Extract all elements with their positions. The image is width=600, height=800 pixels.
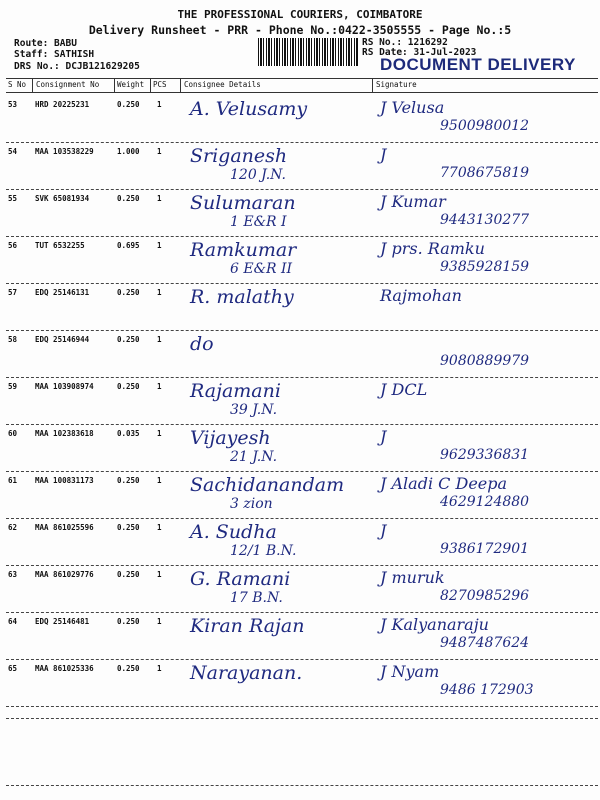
footer-rule — [6, 718, 598, 719]
consignee-name: Kiran Rajan — [190, 615, 305, 637]
consignee-name: A. Velusamy — [190, 98, 308, 120]
column-divider — [372, 78, 373, 92]
receiver-phone: 4629124880 — [440, 494, 530, 510]
receiver-phone: 9487487624 — [440, 635, 530, 651]
consignee-address: 21 J.N. — [230, 449, 278, 465]
weight-value: 0.250 — [117, 194, 140, 203]
consignee-address: 120 J.N. — [230, 167, 286, 183]
serial-number: 61 — [8, 476, 18, 485]
header-top-rule — [6, 78, 598, 79]
pcs-value: 1 — [157, 382, 162, 391]
table-row — [0, 425, 600, 473]
consignee-name: Sachidanandam — [190, 474, 345, 496]
signature-text: Rajmohan — [380, 286, 462, 305]
weight-value: 0.250 — [117, 335, 140, 344]
signature-text: J — [380, 427, 387, 446]
col-header-consignee: Consignee Details — [184, 80, 261, 89]
signature-text: J — [380, 145, 387, 164]
consignment-number: EDQ 25146131 — [35, 288, 90, 297]
consignment-number: MAA 103538229 — [35, 147, 94, 156]
document-delivery-stamp: DOCUMENT DELIVERY — [380, 55, 576, 74]
serial-number: 62 — [8, 523, 18, 532]
consignment-number: EDQ 25146944 — [35, 335, 90, 344]
pcs-value: 1 — [157, 100, 162, 109]
runsheet-subtitle: Delivery Runsheet - PRR - Phone No.:0422-3505555 - Page No.:5 — [88, 23, 512, 37]
table-row — [0, 519, 600, 567]
signature-text: J Velusa — [380, 98, 445, 117]
signature-text: J Kalyanaraju — [380, 615, 489, 634]
pcs-value: 1 — [157, 523, 162, 532]
column-divider — [32, 78, 33, 92]
signature-text: J Kumar — [380, 192, 446, 211]
barcode-image — [258, 38, 358, 66]
pcs-value: 1 — [157, 664, 162, 673]
pcs-value: 1 — [157, 147, 162, 156]
receiver-phone: 9486 172903 — [440, 682, 534, 698]
table-row — [0, 613, 600, 661]
col-header-weight: Weight — [117, 80, 145, 89]
serial-number: 65 — [8, 664, 18, 673]
table-row — [0, 378, 600, 426]
table-row — [0, 284, 600, 332]
weight-value: 0.035 — [117, 429, 140, 438]
weight-value: 0.250 — [117, 288, 140, 297]
col-header-signature: Signature — [376, 80, 417, 89]
consignee-name: Vijayesh — [190, 427, 271, 449]
pcs-value: 1 — [157, 429, 162, 438]
serial-number: 58 — [8, 335, 18, 344]
staff-label: Staff: SATHISH — [14, 49, 95, 60]
table-row — [0, 237, 600, 285]
consignee-address: 17 B.N. — [230, 590, 283, 606]
table-row — [0, 660, 600, 708]
serial-number: 59 — [8, 382, 18, 391]
consignment-number: MAA 861025336 — [35, 664, 94, 673]
table-row — [0, 331, 600, 379]
receiver-phone: 8270985296 — [440, 588, 530, 604]
weight-value: 0.695 — [117, 241, 140, 250]
consignee-address: 12/1 B.N. — [230, 543, 297, 559]
consignment-number: HRD 20225231 — [35, 100, 90, 109]
consignment-number: MAA 103908974 — [35, 382, 94, 391]
consignment-number: SVK 65081934 — [35, 194, 90, 203]
consignment-number: MAA 102383618 — [35, 429, 94, 438]
pcs-value: 1 — [157, 335, 162, 344]
company-title: THE PROFESSIONAL COURIERS, COIMBATORE — [177, 8, 423, 21]
table-row — [0, 472, 600, 520]
pcs-value: 1 — [157, 194, 162, 203]
serial-number: 64 — [8, 617, 18, 626]
weight-value: 0.250 — [117, 664, 140, 673]
consignment-number: MAA 100831173 — [35, 476, 94, 485]
weight-value: 0.250 — [117, 617, 140, 626]
table-row — [0, 96, 600, 144]
pcs-value: 1 — [157, 476, 162, 485]
consignee-address: 1 E&R I — [230, 214, 287, 230]
pcs-value: 1 — [157, 617, 162, 626]
table-row — [0, 143, 600, 191]
receiver-phone: 9386172901 — [440, 541, 530, 557]
weight-value: 0.250 — [117, 476, 140, 485]
serial-number: 60 — [8, 429, 18, 438]
signature-text: J — [380, 521, 387, 540]
serial-number: 57 — [8, 288, 18, 297]
signature-text: J Aladi C Deepa — [380, 474, 508, 493]
weight-value: 1.000 — [117, 147, 140, 156]
header-bottom-rule — [6, 92, 598, 93]
consignment-number: MAA 861025596 — [35, 523, 94, 532]
consignee-name: Ramkumar — [190, 239, 297, 261]
consignee-name: Narayanan. — [190, 662, 303, 684]
receiver-phone: 9385928159 — [440, 259, 530, 275]
serial-number: 53 — [8, 100, 18, 109]
col-header-sno: S No — [8, 80, 27, 89]
column-divider — [114, 78, 115, 92]
serial-number: 56 — [8, 241, 18, 250]
pcs-value: 1 — [157, 241, 162, 250]
receiver-phone: 9443130277 — [440, 212, 530, 228]
table-row — [0, 566, 600, 614]
consignee-name: A. Sudha — [190, 521, 277, 543]
signature-text: J prs. Ramku — [380, 239, 485, 258]
footer-rule — [6, 785, 598, 786]
pcs-value: 1 — [157, 288, 162, 297]
consignee-name: Sriganesh — [190, 145, 288, 167]
consignee-name: Sulumaran — [190, 192, 296, 214]
consignee-name: do — [190, 333, 214, 355]
rs-date: RS Date: 31-Jul-2023 — [362, 47, 477, 58]
consignee-address: 39 J.N. — [230, 402, 278, 418]
column-divider — [180, 78, 181, 92]
column-divider — [150, 78, 151, 92]
signature-text: J Nyam — [380, 662, 440, 681]
row-divider — [6, 706, 598, 707]
drs-number: DRS No.: DCJB121629205 — [14, 61, 140, 72]
consignee-address: 6 E&R II — [230, 261, 293, 277]
weight-value: 0.250 — [117, 570, 140, 579]
consignee-name: R. malathy — [190, 286, 294, 308]
route-label: Route: BABU — [14, 38, 77, 49]
serial-number: 63 — [8, 570, 18, 579]
receiver-phone: 7708675819 — [440, 165, 530, 181]
receiver-phone: 9080889979 — [440, 353, 530, 369]
col-header-pcs: PCS — [153, 80, 167, 89]
rs-number: RS No.: 1216292 — [362, 37, 448, 48]
consignee-address: 3 zion — [230, 496, 273, 512]
serial-number: 55 — [8, 194, 18, 203]
table-row — [0, 190, 600, 238]
serial-number: 54 — [8, 147, 18, 156]
weight-value: 0.250 — [117, 382, 140, 391]
consignment-number: EDQ 25146481 — [35, 617, 90, 626]
consignment-number: MAA 861029776 — [35, 570, 94, 579]
signature-text: J muruk — [380, 568, 445, 587]
pcs-value: 1 — [157, 570, 162, 579]
col-header-consignment: Consignment No — [36, 80, 100, 89]
weight-value: 0.250 — [117, 100, 140, 109]
consignee-name: G. Ramani — [190, 568, 291, 590]
consignment-number: TUT 6532255 — [35, 241, 85, 250]
receiver-phone: 9629336831 — [440, 447, 530, 463]
signature-text: J DCL — [380, 380, 428, 399]
receiver-phone: 9500980012 — [440, 118, 530, 134]
consignee-name: Rajamani — [190, 380, 281, 402]
weight-value: 0.250 — [117, 523, 140, 532]
